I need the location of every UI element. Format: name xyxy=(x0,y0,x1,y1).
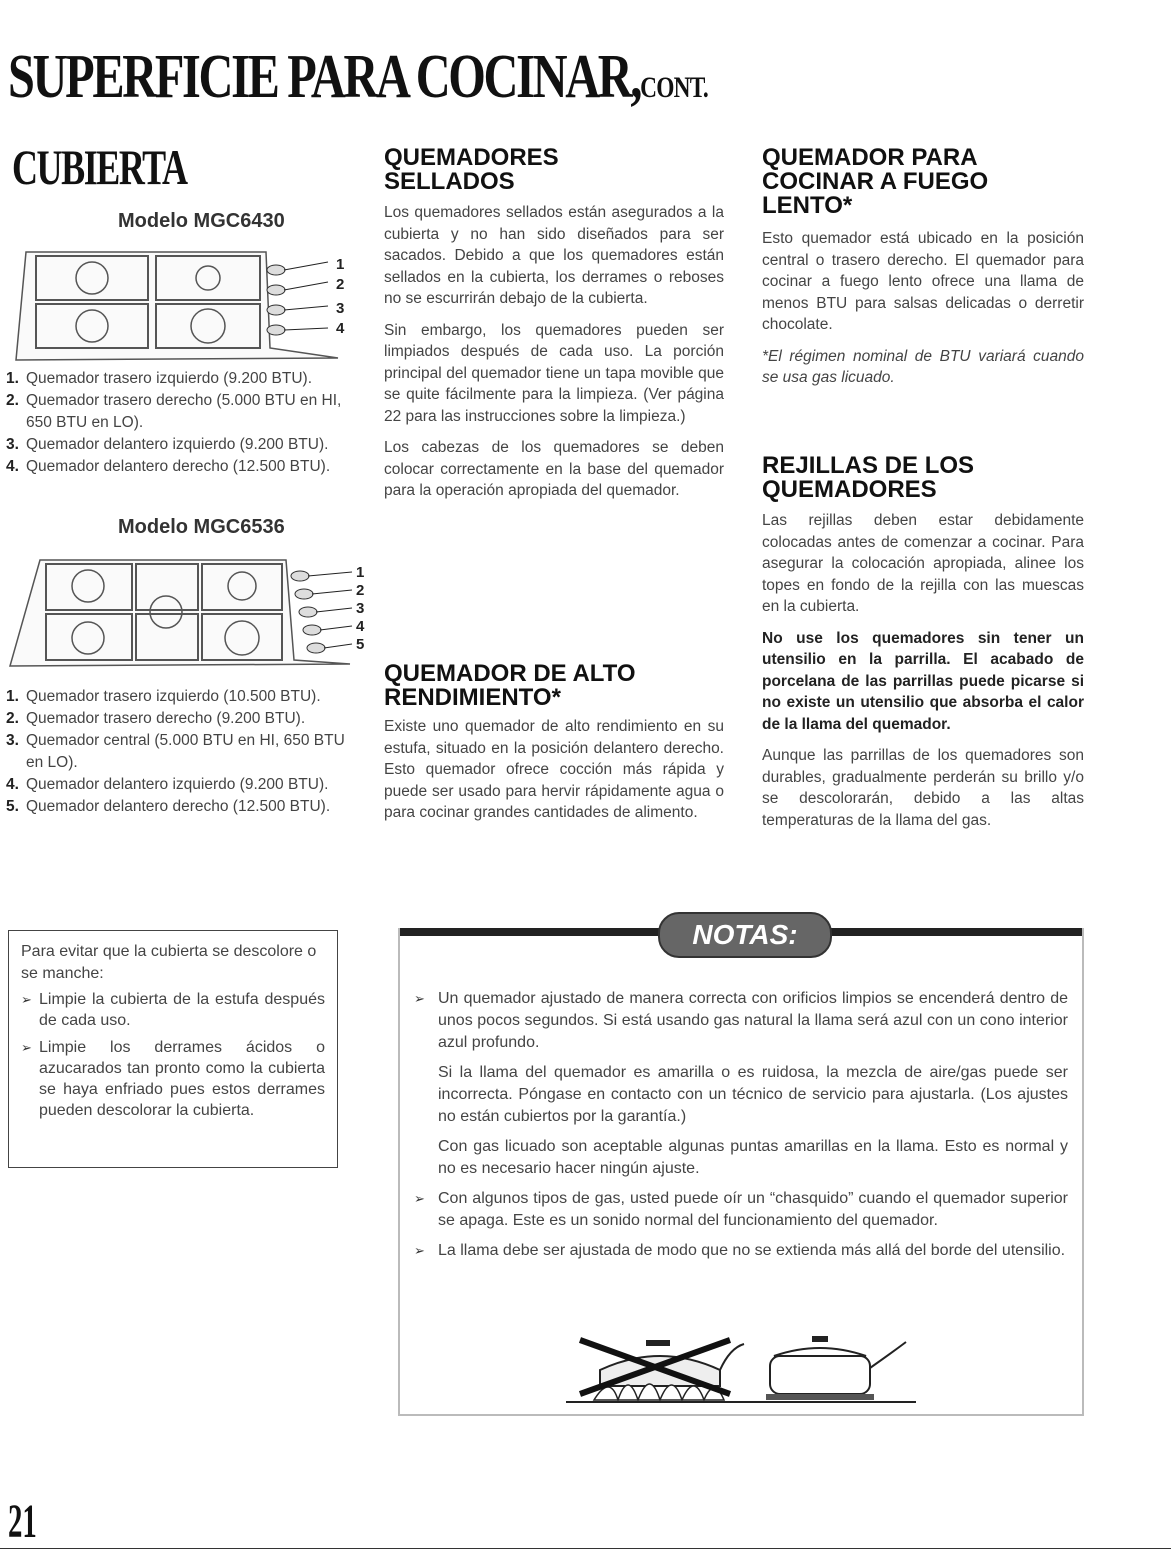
item-num: 2. xyxy=(6,710,19,727)
grates-body xyxy=(762,510,1084,841)
tip-lead: Para evitar que la cubierta se descolore o se manche: xyxy=(21,943,317,982)
cooktop-diagram-4-burner xyxy=(8,248,348,368)
item-text: Quemador trasero derecho (9.200 BTU). xyxy=(26,710,306,727)
notes-panel xyxy=(398,919,1084,1416)
page-number: 21 xyxy=(8,1495,37,1548)
item-text: Quemador trasero izquierdo (9.200 BTU). xyxy=(26,370,313,387)
item-text: Quemador trasero izquierdo (10.500 BTU). xyxy=(26,688,321,705)
list-item xyxy=(4,708,366,730)
callout-2: 2 xyxy=(336,276,345,293)
heading-line: RENDIMIENTO* xyxy=(384,684,561,711)
note-item xyxy=(414,1240,1068,1262)
paragraph: Esto quemador está ubicado en la posición central o trasero derecho. El quemador para cocinar a fuego lento ofrece una llama de menos BTU para salsas delicadas o derretir chocolate. xyxy=(762,230,1084,333)
model1-label: Modelo MGC6430 xyxy=(118,210,285,232)
list-item xyxy=(4,686,366,708)
heading-line: REJILLAS DE LOS xyxy=(762,452,975,479)
sealed-body xyxy=(384,202,724,512)
simmer-body xyxy=(762,228,1084,399)
page-title-cont: CONT. xyxy=(640,71,708,104)
callout-3: 3 xyxy=(356,600,365,617)
callout-4: 4 xyxy=(336,320,345,337)
note-item xyxy=(414,988,1068,1180)
paragraph: Con algunos tipos de gas, usted puede oír un “chasquido” cuando el quemador superior se apaga. Este es un sonido normal del funcionamiento del quemador. xyxy=(438,1190,1068,1229)
item-text: Quemador delantero izquierdo (9.200 BTU). xyxy=(26,776,329,793)
model2-label: Modelo MGC6536 xyxy=(118,516,285,538)
sealed-heading xyxy=(384,146,559,194)
arrow-bullet-icon: ➢ xyxy=(414,1243,425,1258)
item-text: Quemador trasero derecho (5.000 BTU en HI, 650 BTU en LO). xyxy=(26,392,342,431)
item-num: 4. xyxy=(6,776,19,793)
heading-line: QUEMADOR PARA xyxy=(762,144,978,171)
list-item xyxy=(4,796,366,818)
paragraph: Un quemador ajustado de manera correcta con orificios limpios se encenderá dentro de unos pocos segundos. Si está usando gas natural la llama será azul con un cono interior azul profundo. xyxy=(438,990,1068,1051)
list-item xyxy=(4,456,364,478)
list-item xyxy=(4,434,364,456)
heading-line: SELLADOS xyxy=(384,168,515,195)
model2-burner-list xyxy=(4,686,366,818)
tip-box xyxy=(8,930,338,1168)
heading-line: QUEMADORES xyxy=(762,476,937,503)
item-text: Quemador delantero derecho (12.500 BTU). xyxy=(26,458,331,475)
cooktop-diagram-5-burner xyxy=(6,556,356,676)
callout-3: 3 xyxy=(336,300,345,317)
callout-1: 1 xyxy=(356,564,365,581)
paragraph: Los quemadores sellados están asegurados a la cubierta y no han sido diseñados para ser sacados. Debido a que los quemadores están sellados en la cubierta, los derrames o reboses no se escurrirán debajo de la cubierta. xyxy=(384,204,724,307)
paragraph: Aunque las parrillas de los quemadores son durables, gradualmente perderán su brillo y/o se descolorarán, debido a las altas temperaturas de la llama del gas. xyxy=(762,747,1084,829)
item-text: Quemador delantero izquierdo (9.200 BTU). xyxy=(26,436,329,453)
simmer-heading xyxy=(762,146,988,218)
paragraph: Las rejillas deben estar debidamente colocadas antes de comenzar a cocinar. Para asegurar la colocación apropiada, alinee los topes en fondo de la rejilla con las muescas en la cubierta. xyxy=(762,512,1084,615)
item-num: 3. xyxy=(6,732,19,749)
section-title: CUBIERTA xyxy=(12,139,187,195)
heading-line: QUEMADOR DE ALTO xyxy=(384,660,636,687)
item-text: Quemador central (5.000 BTU en HI, 650 BTU en LO). xyxy=(26,732,345,771)
list-item: ➢ Limpie los derrames ácidos o azucarados tan pronto como la cubierta se haya enfriado pues estos derrames pueden descolorar la cubierta. xyxy=(21,1037,325,1121)
grates-heading xyxy=(762,454,974,502)
item-num: 1. xyxy=(6,370,19,387)
paragraph: Si la llama del quemador es amarilla o es ruidosa, la mezcla de aire/gas puede ser incorrecta. Póngase en contacto con un técnico de servicio para ajustarla. (Los ajustes no están cubiertos por la garantía.) xyxy=(438,1064,1068,1125)
item-num: 1. xyxy=(6,688,19,705)
high-output-heading xyxy=(384,662,636,710)
list-item xyxy=(4,774,366,796)
page-title xyxy=(8,42,708,113)
item-num: 4. xyxy=(6,458,19,475)
model1-burner-list xyxy=(4,368,364,478)
btu-note: *El régimen nominal de BTU variará cuando se usa gas licuado. xyxy=(762,347,1084,386)
note-item xyxy=(414,1188,1068,1232)
high-output-body xyxy=(384,716,724,834)
item-text: Quemador delantero derecho (12.500 BTU). xyxy=(26,798,331,815)
item-num: 3. xyxy=(6,436,19,453)
paragraph: La llama debe ser ajustada de modo que no se extienda más allá del borde del utensilio. xyxy=(438,1242,1066,1259)
notes-label: NOTAS: xyxy=(658,912,832,958)
paragraph: Sin embargo, los quemadores pueden ser limpiados después de cada uso. La porción principal del quemador tiene un tapa movible que se quite fácilmente para la limpieza. (Ver página 22 para las instrucciones sobre la limpieza.) xyxy=(384,321,724,425)
heading-line: LENTO* xyxy=(762,192,853,219)
arrow-bullet-icon: ➢ xyxy=(414,1191,425,1206)
list-item xyxy=(4,368,364,390)
tip-list xyxy=(21,989,325,1121)
paragraph: Con gas licuado son aceptable algunas puntas amarillas en la llama. Esto es normal y no es necesario hacer ningún ajuste. xyxy=(438,1138,1068,1177)
item-num: 2. xyxy=(6,392,19,409)
notes-body xyxy=(414,988,1068,1270)
callout-1: 1 xyxy=(336,256,345,273)
item-num: 5. xyxy=(6,798,19,815)
heading-line: COCINAR A FUEGO xyxy=(762,168,989,195)
page-title-text: SUPERFICIE PARA COCINAR, xyxy=(8,43,641,111)
paragraph: Los cabezas de los quemadores se deben colocar correctamente en la base del quemador para la operación apropiada del quemador. xyxy=(384,439,724,499)
warning-text: No use los quemadores sin tener un utensilio en la parrilla. El acabado de porcelana de las parrillas puede picarse si no existe un utensilio que absorba el calor de la llama del quemador. xyxy=(762,629,1084,733)
paragraph: Existe uno quemador de alto rendimiento en su estufa, situado en la posición delantero derecho. Esto quemador ofrece cocción más rápida y puede ser usado para hervir rápidamente agua o para cocinar grandes cantidades de alimento. xyxy=(384,718,724,821)
arrow-bullet-icon: ➢ xyxy=(414,991,425,1006)
callout-2: 2 xyxy=(356,582,365,599)
callout-5: 5 xyxy=(356,636,365,653)
list-item xyxy=(4,730,366,774)
heading-line: QUEMADORES xyxy=(384,144,559,171)
list-item: ➢ Limpie la cubierta de la estufa después de cada uso. xyxy=(21,989,325,1031)
callout-4: 4 xyxy=(356,618,365,635)
list-item xyxy=(4,390,364,434)
flame-illustration xyxy=(560,1334,920,1404)
